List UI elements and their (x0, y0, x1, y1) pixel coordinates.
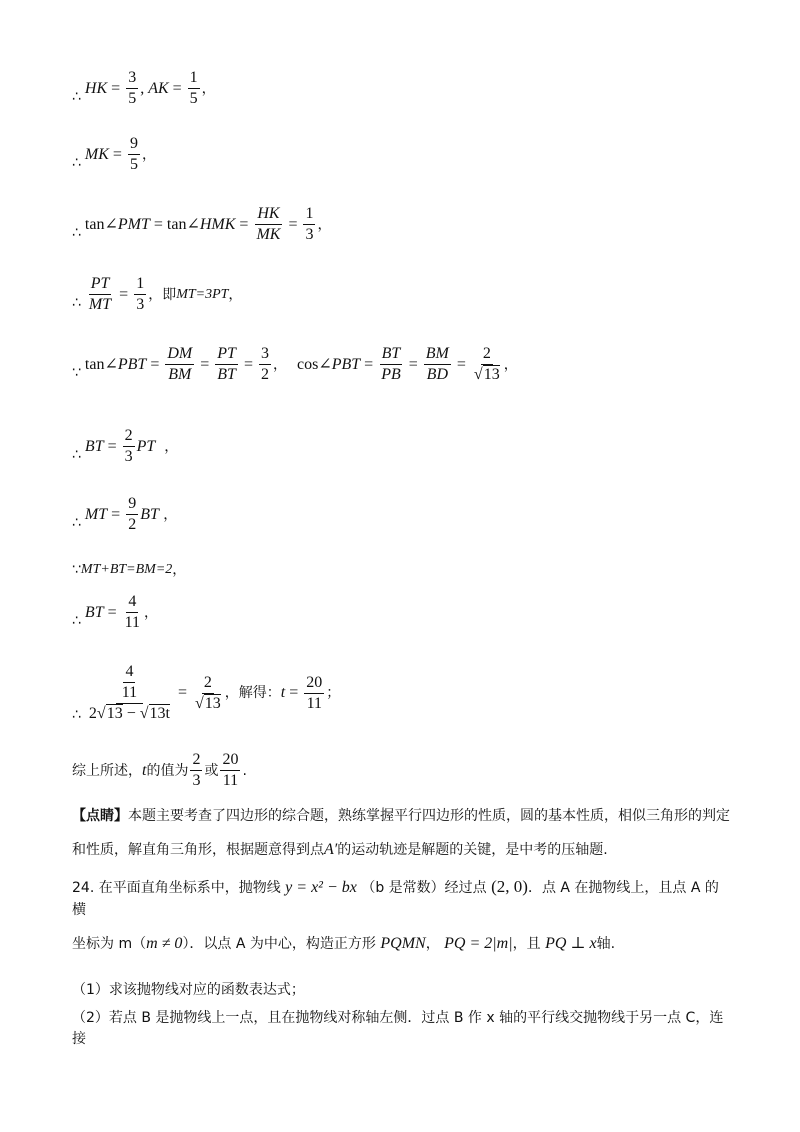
summary-middle: 的值为 (146, 762, 189, 779)
denominator: 2 (260, 366, 269, 383)
q24-text: ．点 A 在抛物线上，且点 A 的横 (72, 880, 719, 918)
numerator: 9 (128, 136, 140, 155)
comment-text-end: 的运动轨迹是解题的关键，是中考的压轴题. (337, 841, 608, 858)
term: BT (84, 437, 104, 455)
numerator: 4 (126, 594, 138, 613)
term: HK (84, 79, 108, 97)
equation-tan-cos-pbt: ∵ tan ∠PBT = $\frac{DM}{BM}$ = $\frac{PT}{BT}$ = $\frac{3}{2}$ ， cos ∠PBT = $\frac{BT}{PB}$ = $\frac{BM}{BD}$ = $\frac{2}{√13}$ ， (72, 345, 518, 383)
numerator: 2 (481, 346, 493, 365)
denominator: 5 (128, 90, 137, 107)
or-label: 或 (204, 762, 219, 779)
point-coordinate: (2, 0) (491, 877, 528, 896)
sqrt-icon: √ (473, 366, 483, 383)
radicand: 13 (204, 694, 221, 712)
question-24-line2 (72, 932, 732, 956)
denominator: 2 (128, 516, 137, 533)
numerator: 20 (220, 752, 240, 771)
cos-label: cos (296, 355, 319, 373)
condition: m ≠ 0 (146, 935, 183, 952)
equation-pt-mt: ∴ $\frac{PT}{MT}$ = $\frac{1}{3}$ ， 即 MT=3PT ， (72, 275, 243, 313)
numerator: BT (380, 346, 403, 365)
because-icon: ∵ (72, 562, 81, 578)
relation: MT+BT=BM=2 (80, 562, 173, 577)
parabola-equation: y = x² − bx (285, 879, 357, 896)
variable-t: t (142, 761, 147, 779)
angle: ∠PBT (318, 355, 361, 373)
denominator: 11 (222, 772, 239, 789)
equation-hk-ak: ∴ HK = $\frac{3}{5}$ , AK = $\frac{1}{5}$ ， (72, 69, 216, 107)
q24-text: ， (425, 936, 440, 952)
term: AK (148, 79, 169, 97)
therefore-icon: ∴ (72, 154, 81, 171)
question-24 (72, 874, 732, 921)
point-a-prime: A′ (324, 840, 338, 858)
term: BT (140, 505, 159, 523)
radicand: 13 (106, 705, 123, 722)
term: BT (84, 603, 104, 621)
tan-label: tan (84, 215, 105, 233)
denominator: 11 (121, 684, 138, 701)
equation-sum: ∵ MT+BT=BM=2 ， (72, 562, 187, 578)
equation-bt-pt: ∴ BT = $\frac{2}{3}$ PT ， (72, 427, 179, 465)
denominator: 11 (124, 614, 141, 631)
therefore-icon: ∴ (72, 707, 81, 723)
tan-label: tan (166, 215, 187, 233)
summary-prefix: 综上所述， (72, 762, 142, 779)
denominator: BT (217, 366, 236, 383)
denominator: BD (426, 366, 448, 383)
term: MK (84, 145, 109, 163)
relation: MT=3PT (176, 286, 229, 302)
sub-question-2: （2）若点 B 是抛物线上一点，且在抛物线对称轴左侧．过点 B 作 x 轴的平行线交抛物线于另一点 C，连接 (72, 1010, 724, 1047)
radicand: 13 (483, 366, 500, 383)
angle: ∠PMT (104, 215, 150, 233)
because-icon: ∵ (72, 364, 81, 381)
comment-paragraph (72, 801, 732, 867)
numerator: 2 (123, 428, 135, 447)
denominator: MK (256, 226, 281, 243)
numerator: 20 (304, 675, 324, 694)
equation-solve-t: ∴ $\frac{\frac{4}{11}}{2√13 - √13t}$ = $\frac{2}{√13}$ ， 解得： t = $\frac{20}{11}$ ； (72, 663, 341, 723)
numerator: 1 (303, 206, 315, 225)
numerator: 9 (126, 496, 138, 515)
numerator: 4 (123, 664, 135, 683)
q24-text: 坐标为 m（ (72, 936, 147, 952)
equation-mt-bt: ∴ MT = $\frac{9}{2}$ BT ， (72, 495, 178, 533)
angle: ∠HMK (186, 215, 236, 233)
perpendicular-condition: PQ ⊥ x (545, 935, 597, 952)
denominator: 5 (129, 156, 138, 173)
numerator: PT (215, 346, 238, 365)
denominator: 3 (192, 772, 201, 789)
q24-text: 24. 在平面直角坐标系中，抛物线 (72, 880, 281, 896)
denominator: 5 (189, 90, 198, 107)
numerator: 3 (259, 346, 271, 365)
equation-bt: ∴ BT = $\frac{4}{11}$ ， (72, 593, 159, 631)
denominator: 3 (124, 448, 133, 465)
therefore-icon: ∴ (72, 514, 81, 531)
equation-tan-pmt: ∴ tan ∠PMT = tan ∠HMK = $\frac{HK}{MK}$ = $\frac{1}{3}$ ， (72, 205, 332, 243)
therefore-icon: ∴ (72, 446, 81, 463)
denominator: BM (168, 366, 192, 383)
radicand: 13t (149, 705, 170, 722)
therefore-icon: ∴ (72, 224, 81, 241)
square-name: PQMN (380, 935, 426, 952)
label-solve: 解得： (238, 685, 281, 701)
numerator: 3 (126, 70, 138, 89)
comment-text: 本题主要考查了四边形的综合题，熟练掌握平行四边形的性质，圆的基本性质，相似三角形的判定和性质，解直角三角形，根据题意得到点 (72, 808, 730, 858)
numerator: 2 (190, 752, 202, 771)
denominator: 3 (136, 296, 145, 313)
numerator: 1 (134, 276, 146, 295)
term: MT (84, 505, 108, 523)
denominator: PB (381, 366, 401, 383)
denominator: 3 (305, 226, 314, 243)
numerator: BM (424, 346, 451, 365)
q24-text: ）．以点 A 为中心，构造正方形 (182, 936, 376, 952)
label-ji: 即 (162, 286, 177, 303)
term: PT (136, 437, 156, 455)
therefore-icon: ∴ (72, 612, 81, 629)
summary: 综上所述， t 的值为 $\frac{2}{3}$ 或 $\frac{20}{11}$ . (72, 751, 247, 789)
q24-text: 轴. (596, 936, 616, 952)
q24-text: （b 是常数）经过点 (361, 880, 487, 896)
numerator: 1 (188, 70, 200, 89)
angle: ∠PBT (104, 355, 147, 373)
denominator: MT (88, 296, 112, 313)
numerator: 2 (202, 675, 214, 694)
numerator: HK (255, 206, 281, 225)
therefore-icon: ∴ (72, 88, 81, 105)
numerator: PT (89, 276, 112, 295)
side-length: PQ = 2|m| (444, 935, 513, 952)
q24-text: ，且 (512, 936, 541, 952)
equation-mk: ∴ MK = $\frac{9}{5}$ ， (72, 135, 156, 173)
sub-question-1: （1）求该抛物线对应的函数表达式； (72, 982, 305, 998)
denominator: 11 (306, 694, 322, 712)
variable-t: t (280, 684, 286, 701)
comment-tag: 【点睛】 (72, 808, 128, 824)
tan-label: tan (84, 355, 105, 373)
numerator: DM (165, 346, 194, 365)
therefore-icon: ∴ (72, 294, 81, 311)
